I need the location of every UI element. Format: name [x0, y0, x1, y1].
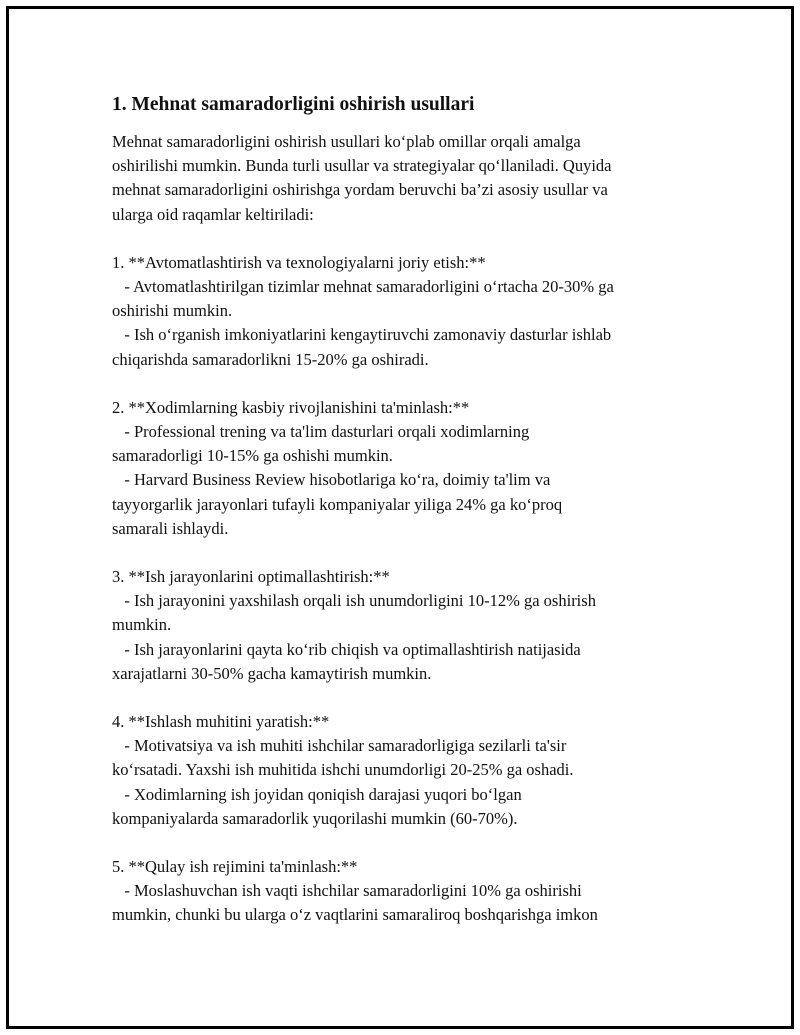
- section-title: 5. **Qulay ish rejimini ta'minlash:**: [112, 857, 358, 877]
- section-body: - Moslashuvchan ish vaqti ishchilar samaradorligini 10% ga oshirishi mumkin, chunki bu ularga oʻz vaqtlarini samaraliroq boshqarishga imkon: [112, 881, 598, 925]
- spacer: [112, 372, 692, 396]
- section-body: - Professional trening va ta'lim dasturlari orqali xodimlarning samaradorligi 10-15% ga oshishi mumkin. - Harvard Business Review hisobotlariga koʻra, doimiy ta'lim va tayyorgarlik jarayonlari tufayli kompaniyalar yiliga 24% ga koʻproq samarali ishlaydi.: [112, 422, 563, 538]
- section-title: 2. **Xodimlarning kasbiy rivojlanishini ta'minlash:**: [112, 397, 470, 417]
- section-title: 1. **Avtomatlashtirish va texnologiyalarni joriy etish:**: [112, 252, 486, 272]
- spacer: [112, 541, 692, 565]
- section-body: - Ish jarayonini yaxshilash orqali ish unumdorligini 10-12% ga oshirish mumkin. - Ish jarayonlarini qayta koʻrib chiqish va optimallashtirish natijasida xarajatlarni 30-50% gacha kamaytirish mumkin.: [112, 591, 596, 683]
- section-body: - Avtomatlashtirilgan tizimlar mehnat samaradorligini oʻrtacha 20-30% ga oshirishi mumkin. - Ish oʻrganish imkoniyatlarini kengaytiruvchi zamonaviy dasturlar ishlab chiqarishda samaradorlikni 15-20% ga oshiradi.: [112, 277, 614, 369]
- section-body: - Motivatsiya va ish muhiti ishchilar samaradorligiga sezilarli ta'sir koʻrsatadi. Yaxshi ish muhitida ishchi unumdorligi 20-25% ga oshadi. - Xodimlarning ish joyidan qoniqish darajasi yuqori boʻlgan kompaniyalarda samaradorlik yuqorilashi mumkin (60-70%).: [112, 736, 574, 828]
- spacer: [112, 831, 692, 855]
- page-title: 1. Mehnat samaradorligini oshirish usullari: [112, 94, 475, 115]
- intro-paragraph: Mehnat samaradorligini oshirish usullari koʻplab omillar orqali amalga oshirilishi mumkin. Bunda turli usullar va strategiyalar qoʻllaniladi. Quyida mehnat samaradorligini oshirishga yordam beruvchi ba’zi asosiy usullar va ularga oid raqamlar keltiriladi:: [112, 132, 612, 224]
- section-2: [112, 396, 692, 541]
- spacer: [112, 227, 692, 251]
- section-4: [112, 710, 692, 831]
- section-title: 4. **Ishlash muhitini yaratish:**: [112, 712, 330, 732]
- section-1: [112, 251, 692, 372]
- spacer: [112, 686, 692, 710]
- section-3: [112, 565, 692, 686]
- section-5: [112, 855, 692, 928]
- section-title: 3. **Ish jarayonlarini optimallashtirish:**: [112, 567, 390, 587]
- document-body: [112, 92, 692, 928]
